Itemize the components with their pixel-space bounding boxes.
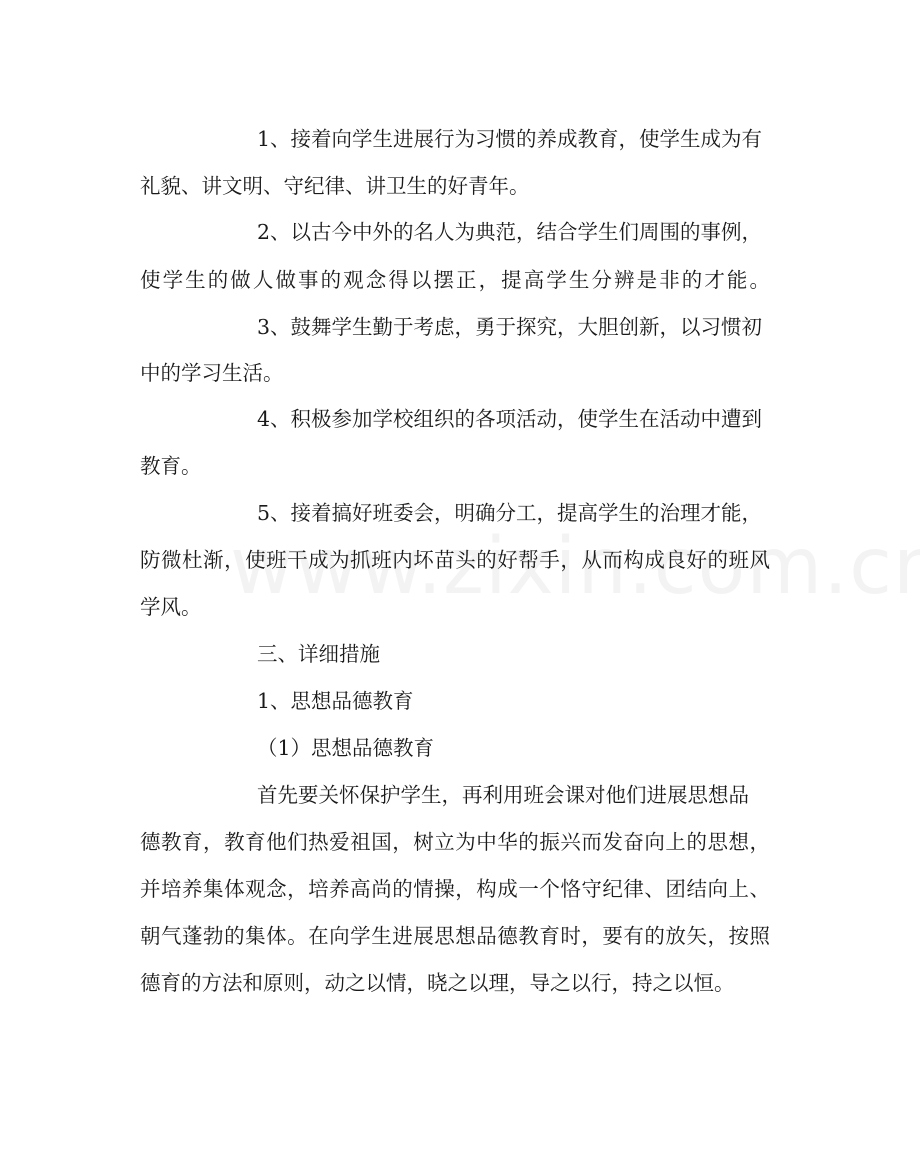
- paragraph-line: 学风。: [140, 595, 202, 619]
- paragraph-line: 2、以古今中外的名人为典范，结合学生们周围的事例，: [257, 220, 763, 244]
- paragraph-line: 5、接着搞好班委会，明确分工，提高学生的治理才能，: [257, 501, 763, 525]
- paragraph-line: 礼貌、讲文明、守纪律、讲卫生的好青年。: [140, 174, 530, 198]
- paragraph-line: 并培养集体观念，培养高尚的情操，构成一个恪守纪律、团结向上、: [140, 877, 770, 901]
- section-heading: 三、详细措施: [257, 642, 380, 666]
- paragraph-line: 德教育，教育他们热爱祖国，树立为中华的振兴而发奋向上的思想，: [140, 830, 770, 854]
- paragraph-line: 1、接着向学生进展行为习惯的养成教育，使学生成为有: [257, 127, 763, 151]
- subsection-heading: 1、思想品德教育: [257, 689, 414, 713]
- paragraph-line: 使学生的做人做事的观念得以摆正，提高学生分辨是非的才能。: [140, 268, 770, 292]
- paragraph-line: 首先要关怀保护学生，再利用班会课对他们进展思想品: [257, 783, 749, 807]
- paragraph-line: 朝气蓬勃的集体。在向学生进展思想品德教育时，要有的放矢，按照: [140, 924, 770, 948]
- paragraph-line: 3、鼓舞学生勤于考虑，勇于探究，大胆创新，以习惯初: [257, 315, 763, 339]
- paragraph-line: 教育。: [140, 454, 202, 478]
- paragraph-line: 德育的方法和原则，动之以情，晓之以理，导之以行，持之以恒。: [140, 971, 735, 995]
- paragraph-line: 中的学习生活。: [140, 361, 284, 385]
- paragraph-line: 4、积极参加学校组织的各项活动，使学生在活动中遭到: [257, 407, 763, 431]
- paragraph-line: 防微杜渐，使班干成为抓班内坏苗头的好帮手，从而构成良好的班风: [140, 548, 770, 572]
- subsection-heading: （1）思想品德教育: [257, 736, 435, 760]
